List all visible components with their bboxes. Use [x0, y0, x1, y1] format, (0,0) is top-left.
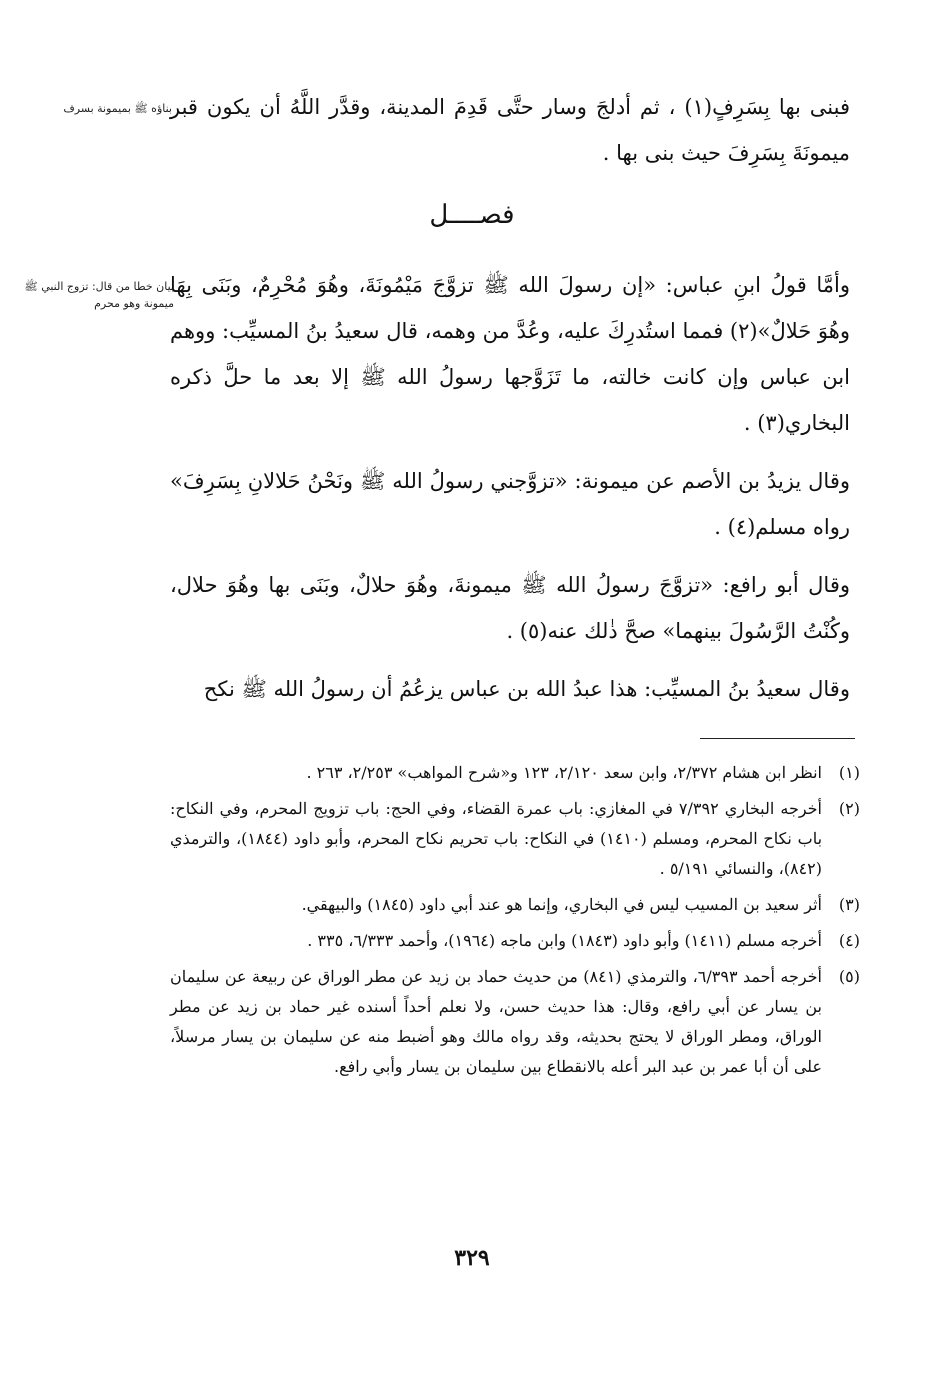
- main-paragraph: [170, 458, 850, 550]
- footnote-number: (٣): [838, 895, 860, 914]
- margin-note: بناؤه ﷺ بميمونة بسرف: [63, 102, 172, 115]
- footnote-number: (٢): [838, 799, 860, 818]
- margin-note: بيان خطا من قال: تزوج النبي ﷺ ميمونة وهو محرم: [24, 280, 174, 310]
- footnote-number: (٥): [838, 967, 860, 986]
- section-heading: فصــــل: [429, 200, 515, 230]
- paragraph-text: وأمَّا قولُ ابنِ عباس: «إن رسولَ الله ﷺ تزوَّجَ مَيْمُونَةَ، وهُوَ مُحْرِمٌ، وبَنَى بِهَا وهُوَ حَلالٌ»(٢) فمما استُدرِكَ عليه، وعُدَّ من وهمه، قال سعيدُ بنُ المسيِّب: ووهم ابن عباس وإن كانت خالته، ما تَزَوَّجها رسولُ الله ﷺ إلا بعد ما حلَّ ذكره البخاري(٣) .: [170, 273, 850, 435]
- paragraph-text: وقال يزيدُ بن الأصم عن ميمونة: «تزوَّجني رسولُ الله ﷺ ونَحْنُ حَلالانِ بِسَرِفَ» رواه مسلم(٤) .: [170, 469, 850, 539]
- footnote-divider: [700, 738, 855, 739]
- footnote-number: (١): [838, 763, 860, 782]
- footnote: [170, 926, 860, 956]
- main-paragraph: [170, 84, 850, 176]
- footnote-text: أثر سعيد بن المسيب ليس في البخاري، وإنما هو عند أبي داود (١٨٤٥) والبيهقي.: [301, 895, 822, 914]
- footnote: [170, 962, 860, 1082]
- main-paragraph: [170, 666, 850, 712]
- page-number: ٣٢٩: [454, 1245, 490, 1271]
- paragraph-text: فبنى بها بِسَرِفٍ(١) ، ثم أدلجَ وسار حتَّى قَدِمَ المدينة، وقدَّر اللَّهُ أن يكون قبر ميمونَةَ بِسَرِفَ حيث بنى بها .: [170, 95, 851, 165]
- paragraph-text: وقال أبو رافع: «تزوَّجَ رسولُ الله ﷺ ميمونةَ، وهُوَ حلالٌ، وبَنَى بها وهُوَ حلال، وكُنْتُ الرَّسُولَ بينهما» صحَّ ذٰلك عنه(٥) .: [170, 573, 850, 643]
- footnote-number: (٤): [838, 931, 860, 950]
- footnote: [170, 758, 860, 788]
- footnote: [170, 794, 860, 884]
- footnote-text: أخرجه أحمد ٦/٣٩٣، والترمذي (٨٤١) من حديث حماد بن زيد عن مطر الوراق عن ربيعة عن سليمان بن يسار عن أبي رافع، وقال: هذا حديث حسن، ولا نعلم أحداً أسنده غير حماد بن زيد عن مطر الوراق، ومطر الوراق لا يحتج بحديثه، وقد رواه مالك وهو أضبط منه عن سليمان بن يسار مرسلاً، على أن أبا عمر بن عبد البر أعله بالانقطاع بين سليمان بن يسار وأبي رافع.: [170, 967, 823, 1076]
- paragraph-text: وقال سعيدُ بنُ المسيِّب: هذا عبدُ الله بن عباس يزعُمُ أن رسولُ الله ﷺ نكح: [203, 677, 850, 701]
- main-paragraph: [170, 262, 850, 446]
- footnote: [170, 890, 860, 920]
- footnote-text: أخرجه البخاري ٧/٣٩٢ في المغازي: باب عمرة القضاء، وفي الحج: باب تزويج المحرم، وفي النكاح: باب نكاح المحرم، ومسلم (١٤١٠) في النكاح: باب تحريم نكاح المحرم، وأبو داود (١٨٤٤)، والترمذي (٨٤٢)، والنسائي ٥/١٩١ .: [170, 799, 823, 878]
- footnote-text: أخرجه مسلم (١٤١١) وأبو داود (١٨٤٣) وابن ماجه (١٩٦٤)، وأحمد ٦/٣٣٣، ٣٣٥ .: [307, 931, 822, 950]
- main-paragraph: [170, 562, 850, 654]
- footnotes: [170, 758, 860, 1088]
- footnote-text: انظر ابن هشام ٢/٣٧٢، وابن سعد ٢/١٢٠، ١٢٣ و«شرح المواهب» ٢/٢٥٣، ٢٦٣ .: [306, 763, 822, 782]
